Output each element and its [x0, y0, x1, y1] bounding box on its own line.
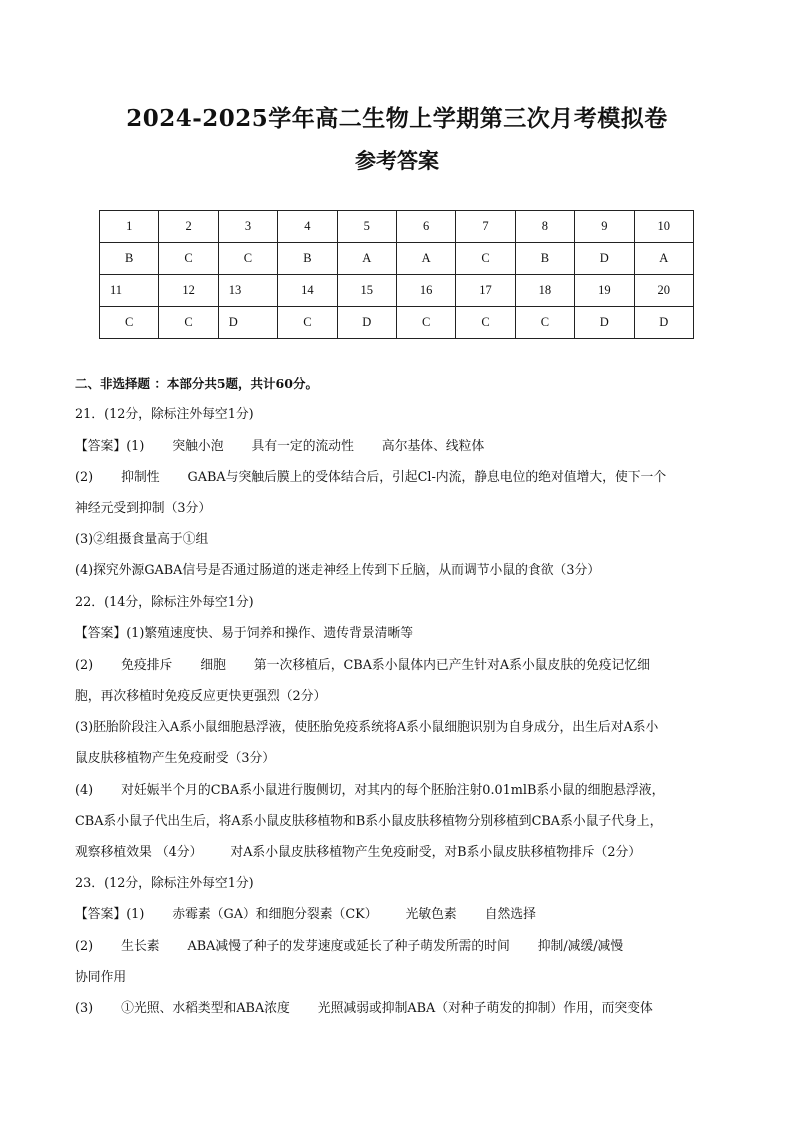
table-cell: B: [515, 243, 574, 275]
table-cell: D: [634, 307, 693, 339]
answer-text: 高尔基体、线粒体: [381, 439, 485, 454]
answer-line: 【答案】(1)繁殖速度快、易于饲养和操作、遗传背景清晰等: [75, 626, 414, 641]
table-cell: C: [456, 243, 515, 275]
answer-text: 突触小泡: [172, 439, 224, 454]
answer-label: (2): [75, 939, 94, 954]
answer-text: 对A系小鼠皮肤移植物产生免疫耐受，对B系小鼠皮肤移植物排斥（2分）: [230, 845, 642, 860]
answer-line: [75, 781, 725, 801]
answer-text: 细胞: [200, 658, 226, 673]
answer-line: [75, 468, 725, 488]
answer-label: 【答案】(1): [75, 907, 145, 922]
answer-line: [75, 656, 725, 676]
answer-label: (4): [75, 783, 94, 798]
table-cell: 6: [396, 211, 455, 243]
answer-text: ①光照、水稻类型和ABA浓度: [121, 1001, 290, 1016]
question-header: 22．(14分，除标注外每空1分): [75, 595, 254, 610]
table-row: [100, 275, 694, 307]
table-cell: A: [396, 243, 455, 275]
answer-text: 免疫排斥: [121, 658, 173, 673]
table-cell: 9: [575, 211, 634, 243]
table-cell: A: [337, 243, 396, 275]
table-cell: 4: [278, 211, 337, 243]
table-cell: 1: [100, 211, 159, 243]
table-cell: 8: [515, 211, 574, 243]
table-cell: A: [634, 243, 693, 275]
table-cell: 10: [634, 211, 693, 243]
answer-line: 胞，再次移植时免疫反应更快更强烈（2分）: [75, 689, 327, 704]
table-cell: D: [575, 307, 634, 339]
table-cell: 16: [396, 275, 455, 307]
answer-line: (3)胚胎阶段注入A系小鼠细胞悬浮液，使胚胎免疫系统将A系小鼠细胞识别为自身成分，出生后对A系小: [75, 720, 659, 735]
table-cell: B: [278, 243, 337, 275]
table-cell: 17: [456, 275, 515, 307]
table-cell: B: [100, 243, 159, 275]
answer-line: [75, 843, 725, 863]
answer-line: 协同作用: [75, 970, 127, 985]
table-cell: 18: [515, 275, 574, 307]
table-cell: C: [159, 307, 218, 339]
table-cell: C: [515, 307, 574, 339]
page-title: 2024-2025学年高二生物上学期第三次月考模拟卷: [126, 105, 668, 132]
answer-text: ABA减慢了种子的发芽速度或延长了种子萌发所需的时间: [187, 939, 510, 954]
table-cell: D: [218, 307, 277, 339]
table-cell: C: [218, 243, 277, 275]
table-cell: 2: [159, 211, 218, 243]
table-cell: C: [456, 307, 515, 339]
answer-text: 光敏色素: [405, 907, 457, 922]
answer-text: 自然选择: [484, 907, 536, 922]
question-header: 21．(12分，除标注外每空1分): [75, 407, 254, 422]
table-cell: C: [100, 307, 159, 339]
table-row: [100, 211, 694, 243]
answer-line: 神经元受到抑制（3分）: [75, 501, 212, 516]
answer-text: 对妊娠半个月的CBA系小鼠进行腹侧切，对其内的每个胚胎注射0.01mlB系小鼠的细胞悬浮液，: [121, 783, 665, 798]
answer-line: [75, 905, 725, 925]
answer-text: 赤霉素（GA）和细胞分裂素（CK）: [172, 907, 378, 922]
answer-table: [99, 210, 694, 339]
answer-label: (3): [75, 1001, 94, 1016]
table-cell: 20: [634, 275, 693, 307]
answer-line: (3)②组摄食量高于①组: [75, 532, 209, 547]
answer-text: 观察移植效果 （4分）: [75, 845, 203, 860]
answer-line: [75, 937, 725, 957]
answer-text: 光照减弱或抑制ABA（对种子萌发的抑制）作用，而突变体: [317, 1001, 653, 1016]
table-cell: 5: [337, 211, 396, 243]
table-row: [100, 307, 694, 339]
answer-label: 【答案】(1): [75, 439, 145, 454]
answer-text: 生长素: [121, 939, 160, 954]
table-cell: 11: [100, 275, 159, 307]
answer-line: 鼠皮肤移植物产生免疫耐受（3分）: [75, 751, 276, 766]
table-cell: C: [396, 307, 455, 339]
table-cell: 14: [278, 275, 337, 307]
answer-text: GABA与突触后膜上的受体结合后，引起Cl-内流，静息电位的绝对值增大，使下一个: [187, 470, 667, 485]
table-cell: 3: [218, 211, 277, 243]
answer-text: 抑制/减缓/减慢: [537, 939, 624, 954]
table-cell: 13: [218, 275, 277, 307]
answer-line: [75, 437, 725, 457]
answer-text: 具有一定的流动性: [251, 439, 354, 454]
table-cell: 12: [159, 275, 218, 307]
answer-label: (2): [75, 658, 94, 673]
table-cell: 15: [337, 275, 396, 307]
table-cell: 7: [456, 211, 515, 243]
answer-text: 抑制性: [121, 470, 160, 485]
table-cell: C: [278, 307, 337, 339]
answer-line: (4)探究外源GABA信号是否通过肠道的迷走神经上传到下丘脑，从而调节小鼠的食欲（3分）: [75, 563, 601, 578]
table-cell: D: [575, 243, 634, 275]
table-cell: D: [337, 307, 396, 339]
answer-label: (2): [75, 470, 94, 485]
table-cell: C: [159, 243, 218, 275]
answer-text: 第一次移植后，CBA系小鼠体内已产生针对A系小鼠皮肤的免疫记忆细: [253, 658, 650, 673]
page-subtitle: 参考答案: [355, 148, 439, 173]
question-header: 23．(12分，除标注外每空1分): [75, 876, 254, 891]
table-row: [100, 243, 694, 275]
answer-line: CBA系小鼠子代出生后，将A系小鼠皮肤移植物和B系小鼠皮肤移植物分别移植到CBA系小鼠子代身上，: [75, 814, 663, 829]
answer-line: [75, 999, 725, 1019]
section-heading: 二、非选择题 ：本部分共5题，共计60分。: [75, 376, 318, 391]
table-cell: 19: [575, 275, 634, 307]
